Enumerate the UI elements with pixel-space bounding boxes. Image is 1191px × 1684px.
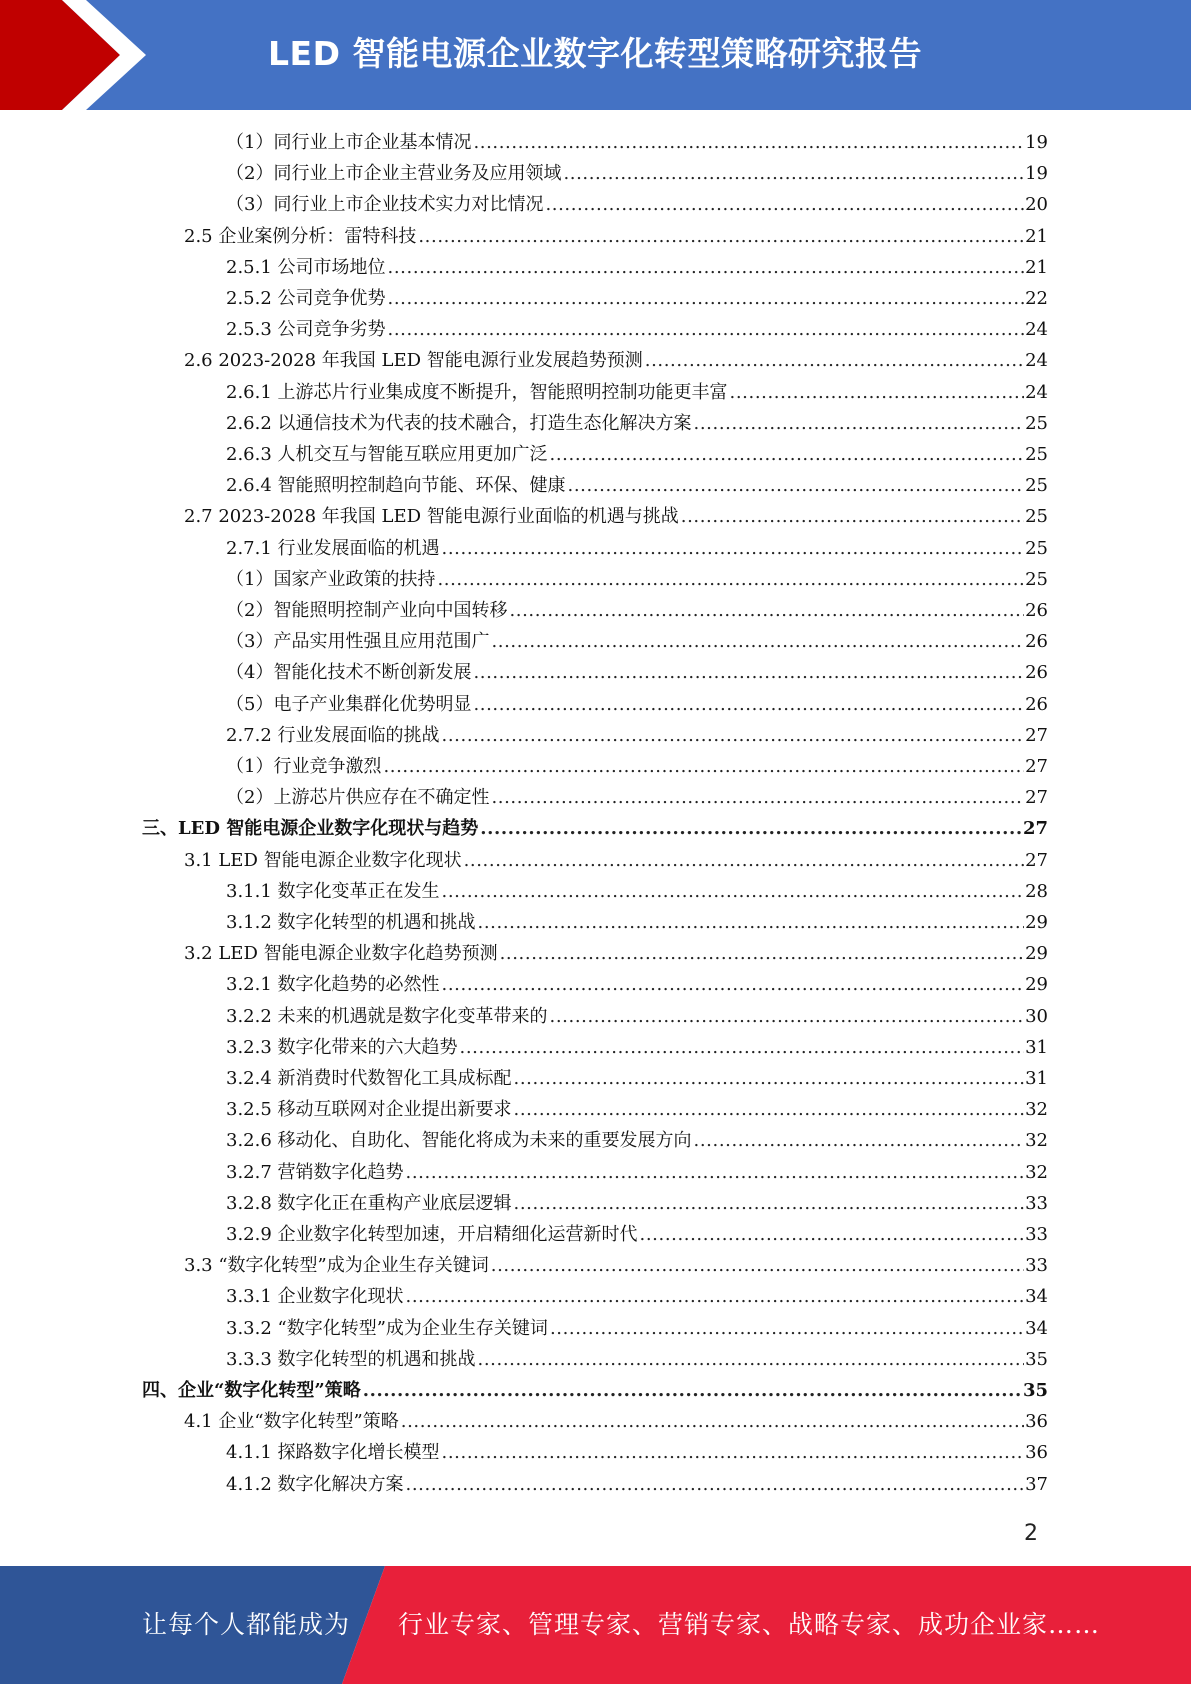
- toc-dot-leader: [694, 408, 1025, 439]
- toc-entry[interactable]: [226, 533, 1048, 564]
- toc-entry[interactable]: [226, 595, 1048, 626]
- toc-entry-page: 32: [1025, 1099, 1048, 1121]
- toc-entry-title: 3.1 LED 智能电源企业数字化现状: [184, 849, 462, 871]
- toc-entry-page: 32: [1025, 1130, 1048, 1152]
- toc-dot-leader: [509, 595, 1024, 626]
- toc-dot-leader: [464, 845, 1025, 876]
- toc-entry-title: 3.2.3 数字化带来的六大趋势: [226, 1036, 458, 1058]
- toc-dot-leader: [388, 314, 1025, 345]
- toc-entry-page: 34: [1025, 1317, 1048, 1339]
- toc-entry[interactable]: [226, 720, 1048, 751]
- toc-entry-title: 4.1.1 探路数字化增长模型: [226, 1442, 440, 1464]
- toc-entry-title: （1）同行业上市企业基本情况: [226, 132, 472, 153]
- toc-entry-title: 2.7.1 行业发展面临的机遇: [226, 537, 440, 559]
- toc-entry-title: 3.2 LED 智能电源企业数字化趋势预测: [184, 943, 498, 965]
- toc-entry-title: （2）智能照明控制产业向中国转移: [226, 600, 508, 621]
- page-header: [0, 0, 1191, 110]
- toc-dot-leader: [640, 1219, 1025, 1250]
- toc-entry-page: 19: [1025, 132, 1048, 153]
- toc-dot-leader: [437, 564, 1024, 595]
- toc-dot-leader: [406, 1281, 1025, 1312]
- toc-entry[interactable]: [226, 1188, 1048, 1219]
- toc-entry[interactable]: [226, 969, 1048, 1000]
- toc-entry-title: 3.2.2 未来的机遇就是数字化变革带来的: [226, 1005, 548, 1027]
- toc-entry-title: 2.6.4 智能照明控制趋向节能、环保、健康: [226, 475, 566, 497]
- toc-entry-page: 33: [1025, 1224, 1048, 1245]
- toc-dot-leader: [388, 252, 1025, 283]
- toc-entry-page: 25: [1025, 475, 1048, 497]
- toc-dot-leader: [480, 813, 1022, 844]
- toc-dot-leader: [491, 1250, 1024, 1281]
- toc-dot-leader: [442, 720, 1025, 751]
- toc-entry-title: （1）国家产业政策的扶持: [226, 568, 436, 590]
- toc-entry[interactable]: [226, 907, 1048, 938]
- toc-entry-title: 2.6.1 上游芯片行业集成度不断提升，智能照明控制功能更丰富: [226, 381, 728, 403]
- toc-entry-page: 25: [1025, 412, 1048, 434]
- toc-dot-leader: [406, 1157, 1025, 1188]
- toc-entry-page: 28: [1025, 880, 1048, 902]
- toc-entry-page: 25: [1025, 506, 1048, 528]
- toc-entry-title: 2.5.1 公司市场地位: [226, 256, 386, 278]
- toc-dot-leader: [730, 377, 1025, 408]
- toc-entry[interactable]: [226, 876, 1048, 907]
- toc-dot-leader: [550, 1313, 1024, 1344]
- toc-entry-page: 21: [1025, 225, 1048, 247]
- report-title: LED 智能电源企业数字化转型策略研究报告: [268, 34, 922, 73]
- toc-dot-leader: [473, 689, 1024, 720]
- toc-entry-title: 3.2.1 数字化趋势的必然性: [226, 974, 440, 996]
- toc-dot-leader: [442, 969, 1025, 1000]
- toc-entry[interactable]: [226, 751, 1048, 782]
- toc-dot-leader: [514, 1094, 1025, 1125]
- toc-entry-page: 26: [1025, 631, 1048, 653]
- toc-entry-page: 19: [1025, 163, 1048, 185]
- toc-entry-page: 25: [1025, 568, 1048, 590]
- toc-dot-leader: [442, 1437, 1025, 1468]
- toc-dot-leader: [681, 501, 1024, 532]
- toc-entry[interactable]: [226, 1219, 1048, 1250]
- toc-entry-title: 三、LED 智能电源企业数字化现状与趋势: [142, 818, 479, 840]
- toc-entry-page: 32: [1025, 1161, 1048, 1183]
- toc-entry[interactable]: [226, 377, 1048, 408]
- toc-entry[interactable]: [226, 1313, 1048, 1344]
- toc-entry[interactable]: [226, 1157, 1048, 1188]
- toc-entry-title: 3.2.5 移动互联网对企业提出新要求: [226, 1099, 512, 1121]
- toc-dot-leader: [563, 158, 1024, 189]
- footer-slogan-right: 行业专家、管理专家、营销专家、战略专家、成功企业家……: [398, 1610, 1101, 1639]
- toc-entry-page: 33: [1025, 1255, 1048, 1277]
- toc-entry-page: 27: [1025, 724, 1048, 746]
- toc-entry-title: 4.1.2 数字化解决方案: [226, 1473, 404, 1495]
- toc-dot-leader: [491, 626, 1024, 657]
- toc-entry-page: 34: [1025, 1286, 1048, 1308]
- toc-dot-leader: [478, 907, 1025, 938]
- toc-entry-title: （2）上游芯片供应存在不确定性: [226, 787, 490, 809]
- toc-entry-page: 25: [1025, 444, 1048, 465]
- toc-entry[interactable]: [226, 470, 1048, 501]
- toc-entry-title: 四、企业“数字化转型”策略: [142, 1380, 361, 1401]
- toc-entry-page: 36: [1025, 1411, 1048, 1433]
- toc-entry-page: 27: [1025, 849, 1048, 871]
- toc-dot-leader: [363, 1375, 1022, 1406]
- toc-entry-title: （3）产品实用性强且应用范围广: [226, 631, 490, 653]
- toc-dot-leader: [442, 876, 1025, 907]
- toc-entry-title: （2）同行业上市企业主营业务及应用领域: [226, 163, 562, 185]
- toc-entry[interactable]: [142, 813, 1048, 844]
- toc-dot-leader: [514, 1063, 1025, 1094]
- toc-entry-title: 3.3 “数字化转型”成为企业生存关键词: [184, 1255, 489, 1277]
- toc-dot-leader: [418, 221, 1024, 252]
- toc-entry-title: （5）电子产业集群化优势明显: [226, 693, 472, 715]
- toc-entry-page: 37: [1025, 1473, 1048, 1495]
- toc-entry-page: 26: [1025, 693, 1048, 715]
- toc-entry[interactable]: [226, 127, 1048, 158]
- toc-entry-page: 27: [1025, 787, 1048, 809]
- toc-entry-page: 21: [1025, 256, 1048, 278]
- toc-entry-page: 36: [1025, 1442, 1048, 1464]
- toc-entry[interactable]: [184, 938, 1048, 969]
- toc-entry-page: 20: [1025, 194, 1048, 216]
- toc-entry-title: 2.5 企业案例分析：雷特科技: [184, 225, 417, 247]
- toc-entry-page: 31: [1025, 1036, 1048, 1058]
- toc-entry-page: 24: [1025, 319, 1048, 341]
- toc-entry[interactable]: [226, 439, 1048, 470]
- toc-entry-title: 4.1 企业“数字化转型”策略: [184, 1411, 399, 1433]
- toc-entry[interactable]: [226, 1344, 1048, 1375]
- toc-entry[interactable]: [226, 1094, 1048, 1125]
- toc-entry-title: 3.3.3 数字化转型的机遇和挑战: [226, 1348, 476, 1370]
- toc-entry-title: 3.2.7 营销数字化趋势: [226, 1161, 404, 1183]
- toc-entry[interactable]: [226, 1001, 1048, 1032]
- toc-entry[interactable]: [226, 1032, 1048, 1063]
- toc-dot-leader: [473, 657, 1024, 688]
- toc-entry[interactable]: [184, 1250, 1048, 1281]
- toc-entry-title: 3.3.1 企业数字化现状: [226, 1286, 404, 1308]
- toc-entry-title: 2.7 2023-2028 年我国 LED 智能电源行业面临的机遇与挑战: [184, 506, 679, 528]
- toc-entry[interactable]: [184, 501, 1048, 532]
- toc-entry[interactable]: [226, 1281, 1048, 1312]
- toc-entry-title: 2.5.2 公司竞争优势: [226, 288, 386, 309]
- toc-entry[interactable]: [226, 189, 1048, 220]
- toc-entry-title: 3.2.9 企业数字化转型加速，开启精细化运营新时代: [226, 1224, 638, 1245]
- toc-dot-leader: [388, 283, 1025, 314]
- toc-entry-page: 26: [1025, 662, 1048, 684]
- toc-entry-title: 3.2.4 新消费时代数智化工具成标配: [226, 1068, 512, 1089]
- toc-dot-leader: [442, 533, 1025, 564]
- toc-entry-title: 2.6.2 以通信技术为代表的技术融合，打造生态化解决方案: [226, 412, 692, 434]
- toc-entry[interactable]: [226, 314, 1048, 345]
- toc-entry[interactable]: [184, 345, 1048, 376]
- toc-entry[interactable]: [226, 564, 1048, 595]
- toc-dot-leader: [694, 1125, 1025, 1156]
- toc-entry-title: （3）同行业上市企业技术实力对比情况: [226, 194, 544, 216]
- toc-entry[interactable]: [226, 782, 1048, 813]
- toc-dot-leader: [460, 1032, 1025, 1063]
- toc-entry-title: （4）智能化技术不断创新发展: [226, 662, 472, 684]
- toc-entry[interactable]: [226, 1469, 1048, 1500]
- toc-entry[interactable]: [226, 657, 1048, 688]
- toc-dot-leader: [473, 127, 1024, 158]
- toc-entry[interactable]: [184, 845, 1048, 876]
- page-footer: [0, 1566, 1191, 1684]
- toc-entry-page: 33: [1025, 1192, 1048, 1214]
- toc-entry[interactable]: [226, 408, 1048, 439]
- page-number: 2: [1024, 1521, 1038, 1546]
- toc-entry[interactable]: [142, 1375, 1048, 1406]
- toc-dot-leader: [550, 1001, 1025, 1032]
- toc-entry-page: 31: [1025, 1068, 1048, 1089]
- toc-dot-leader: [645, 345, 1024, 376]
- toc-entry[interactable]: [226, 1063, 1048, 1094]
- toc-entry[interactable]: [184, 221, 1048, 252]
- footer-slogan-left: 让每个人都能成为: [142, 1610, 351, 1639]
- toc-dot-leader: [478, 1344, 1025, 1375]
- toc-entry-title: 3.2.8 数字化正在重构产业底层逻辑: [226, 1192, 512, 1214]
- toc-entry-title: 2.5.3 公司竞争劣势: [226, 319, 386, 341]
- toc-dot-leader: [491, 782, 1024, 813]
- toc-entry-title: 3.1.2 数字化转型的机遇和挑战: [226, 912, 476, 933]
- toc-entry-title: 2.6 2023-2028 年我国 LED 智能电源行业发展趋势预测: [184, 350, 643, 372]
- toc-entry-page: 35: [1022, 1380, 1048, 1401]
- toc-entry-title: 3.1.1 数字化变革正在发生: [226, 880, 440, 902]
- toc-entry-page: 35: [1025, 1348, 1048, 1370]
- toc-entry-page: 26: [1025, 600, 1048, 621]
- toc-entry-page: 29: [1025, 912, 1048, 933]
- toc-dot-leader: [568, 470, 1025, 501]
- toc-entry-page: 24: [1025, 350, 1048, 372]
- toc-dot-leader: [500, 938, 1025, 969]
- toc-entry-page: 27: [1025, 756, 1048, 777]
- toc-entry[interactable]: [226, 252, 1048, 283]
- toc-entry-page: 22: [1025, 288, 1048, 309]
- toc-dot-leader: [401, 1406, 1024, 1437]
- toc-entry-page: 24: [1025, 381, 1048, 403]
- toc-entry-page: 29: [1025, 974, 1048, 996]
- toc-dot-leader: [545, 189, 1024, 220]
- toc-dot-leader: [383, 751, 1024, 782]
- toc-entry-page: 30: [1025, 1005, 1048, 1027]
- toc-dot-leader: [406, 1469, 1025, 1500]
- toc-entry-title: 2.7.2 行业发展面临的挑战: [226, 724, 440, 746]
- toc-entry[interactable]: [226, 1125, 1048, 1156]
- toc-entry-page: 29: [1025, 943, 1048, 965]
- toc-entry[interactable]: [184, 1406, 1048, 1437]
- toc-dot-leader: [550, 439, 1025, 470]
- toc-entry[interactable]: [226, 626, 1048, 657]
- toc-entry-title: 3.2.6 移动化、自助化、智能化将成为未来的重要发展方向: [226, 1130, 692, 1152]
- toc-entry[interactable]: [226, 158, 1048, 189]
- toc-entry-title: （1）行业竞争激烈: [226, 756, 382, 777]
- toc-entry[interactable]: [226, 283, 1048, 314]
- toc-entry[interactable]: [226, 1437, 1048, 1468]
- toc-dot-leader: [514, 1188, 1025, 1219]
- toc-entry-title: 2.6.3 人机交互与智能互联应用更加广泛: [226, 444, 548, 465]
- toc-entry-page: 27: [1022, 818, 1048, 840]
- toc-entry-title: 3.3.2 “数字化转型”成为企业生存关键词: [226, 1317, 548, 1339]
- toc-entry-page: 25: [1025, 537, 1048, 559]
- toc-entry[interactable]: [226, 689, 1048, 720]
